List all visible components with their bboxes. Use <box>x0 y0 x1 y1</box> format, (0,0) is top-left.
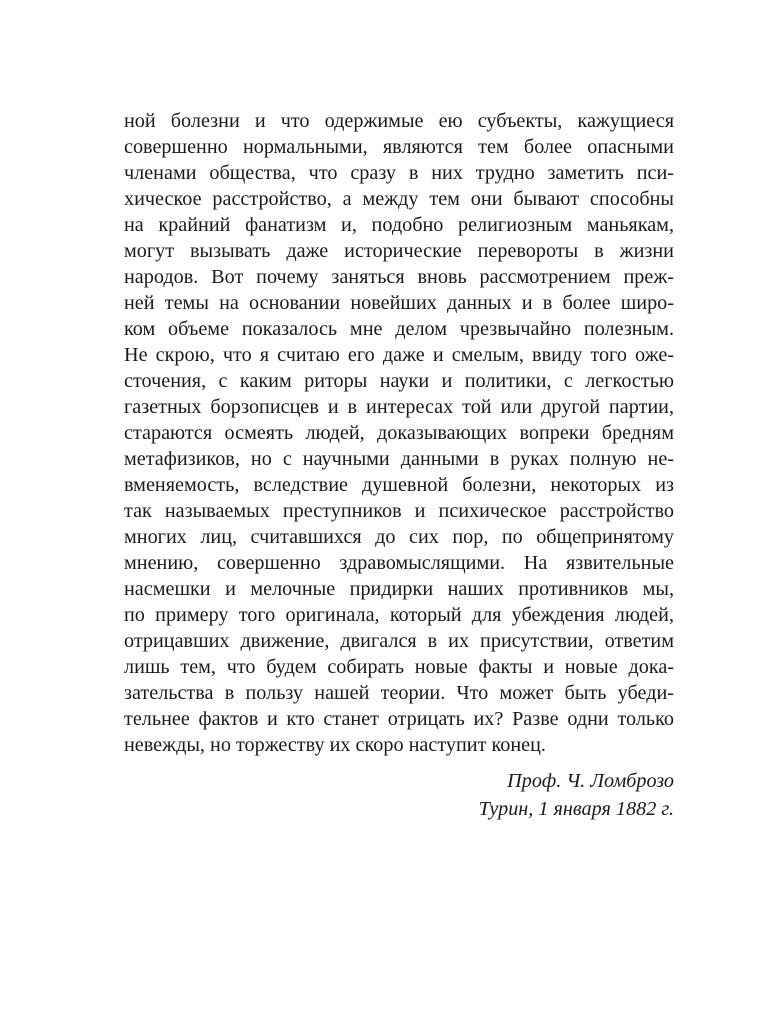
text-line: хическое расстройство, а между тем они бывают способны <box>124 188 674 210</box>
text-line: по примеру того оригинала, который для убеждения людей, <box>124 604 674 626</box>
signature-author: Проф. Ч. Ломброзо <box>507 770 674 792</box>
signature-place-date: Турин, 1 января 1882 г. <box>478 798 674 820</box>
text-line: насмешки и мелочные придирки наших противников мы, <box>124 578 674 600</box>
text-line: метафизиков, но с научными данными в руках полную не- <box>124 448 674 470</box>
text-line: отрицавших движение, двигался в их присутствии, ответим <box>124 630 674 652</box>
text-line: Не скрою, что я считаю его даже и смелым, ввиду того оже- <box>124 344 674 366</box>
body-text <box>124 108 674 758</box>
text-line: народов. Вот почему заняться вновь рассмотрением преж- <box>124 266 674 288</box>
text-line: тельнее фактов и кто станет отрицать их? Разве одни только <box>124 708 674 730</box>
text-line: многих лиц, считавшихся до сих пор, по общепринятому <box>124 526 674 548</box>
text-line: ком объеме показалось мне делом чрезвычайно полезным. <box>124 318 674 340</box>
text-line: на крайний фанатизм и, подобно религиозным маньякам, <box>124 214 674 236</box>
text-line: лишь тем, что будем собирать новые факты и новые дока- <box>124 656 674 678</box>
text-line: совершенно нормальными, являются тем более опасными <box>124 136 674 158</box>
text-line: газетных борзописцев и в интересах той или другой партии, <box>124 396 674 418</box>
text-line: стараются осмеять людей, доказывающих вопреки бредням <box>124 422 674 444</box>
text-line: членами общества, что сразу в них трудно заметить пси- <box>124 162 674 184</box>
text-line: могут вызывать даже исторические перевороты в жизни <box>124 240 674 262</box>
text-line: зательства в пользу нашей теории. Что может быть убеди- <box>124 682 674 704</box>
text-line: мнению, совершенно здравомыслящими. На язвительные <box>124 552 674 574</box>
text-line: сточения, с каким риторы науки и политики, с легкостью <box>124 370 674 392</box>
text-line: невежды, но торжеству их скоро наступит конец. <box>124 734 546 756</box>
text-line: ней темы на основании новейших данных и в более широ- <box>124 292 674 314</box>
text-line: вменяемость, вследствие душевной болезни, некоторых из <box>124 474 674 496</box>
signature-block <box>274 767 674 823</box>
text-line: ной болезни и что одержимые ею субъекты, кажущиеся <box>124 110 674 132</box>
text-line: так называемых преступников и психическое расстройство <box>124 500 674 522</box>
